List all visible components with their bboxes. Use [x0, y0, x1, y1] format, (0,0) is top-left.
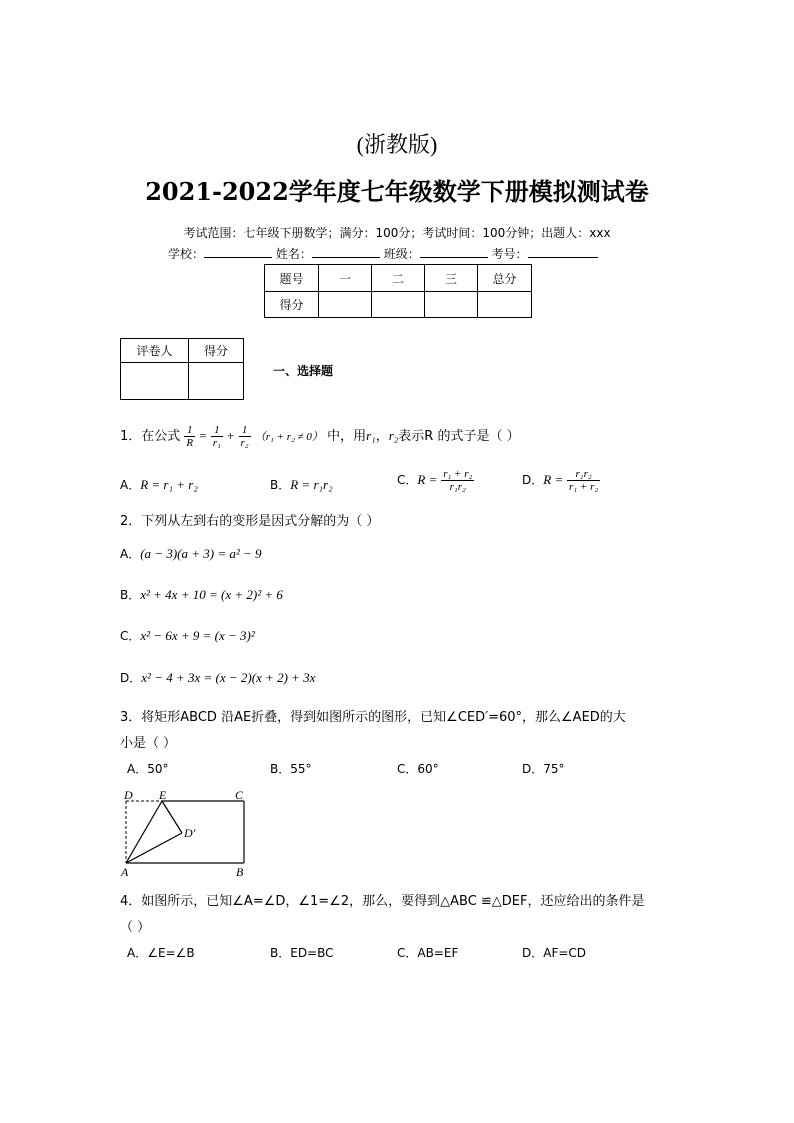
option-expr: 60° [417, 762, 439, 776]
q1-condition: （r₁ + r₂ ≠ 0） [254, 431, 323, 444]
q3-option-b[interactable] [270, 760, 312, 777]
option-label: A． [127, 762, 148, 776]
frac-den: r₁ + r₂ [569, 481, 599, 494]
frac-num: r₁ + r₂ [443, 468, 473, 480]
question-3-stem-line1: 3．将矩形ABCD 沿AE折叠，得到如图所示的图形，已知∠CED′=60°，那么∠AED的大 [120, 710, 626, 725]
q1-option-d[interactable] [522, 468, 600, 493]
option-expr: ED=BC [290, 946, 334, 960]
option-label: B． [120, 588, 141, 602]
label-b: B [236, 865, 244, 879]
score-cell[interactable] [372, 292, 425, 318]
score-cell[interactable] [425, 292, 478, 318]
plus-sign: + [227, 428, 235, 444]
option-label: D． [120, 671, 142, 685]
q1-option-c[interactable] [397, 468, 474, 493]
option-label: B． [270, 946, 291, 960]
class-field[interactable] [420, 257, 488, 258]
q4-option-c[interactable] [397, 944, 458, 961]
frac-num: 1 [239, 424, 251, 437]
score-header-cell: 三 [425, 265, 478, 292]
q1-option-b[interactable] [270, 476, 333, 493]
question-4-stem-line1: 4．如图所示，已知∠A=∠D，∠1=∠2，那么，要得到△ABC ≌△DEF，还应给出的条件是 [120, 894, 645, 909]
q3-option-a[interactable] [127, 760, 169, 777]
option-label: D． [522, 762, 544, 776]
q1-suffix: 表示R 的式子是（ ） [398, 429, 520, 445]
option-expr: 55° [290, 762, 312, 776]
school-label: 学校： [168, 247, 205, 261]
q2-option-b[interactable] [120, 586, 283, 603]
q2-option-d[interactable] [120, 669, 315, 686]
option-expr: AB=EF [417, 946, 459, 960]
option-label: D． [522, 473, 544, 488]
q3-option-c[interactable] [397, 760, 439, 777]
question-2-stem: 2．下列从左到右的变形是因式分解的为（ ） [120, 514, 380, 529]
q4-option-b[interactable] [270, 944, 334, 961]
score-header-cell: 总分 [478, 265, 532, 292]
option-label: C． [120, 629, 141, 643]
score-cell[interactable] [478, 292, 532, 318]
exam-info: 考试范围：七年级下册数学；满分：100分；考试时间：100分钟；出题人：xxx [183, 226, 611, 240]
number-label: 考号： [491, 247, 528, 261]
q4-option-a[interactable] [127, 944, 195, 961]
section-title: 一、选择题 [273, 364, 334, 378]
option-label: D． [522, 946, 544, 960]
label-d-prime: D′ [184, 826, 196, 840]
frac-den: R [186, 437, 194, 450]
option-expr: x² + 4x + 10 = (x + 2)² + 6 [140, 587, 283, 602]
q1-frac-b [239, 424, 251, 449]
name-label: 姓名： [275, 247, 312, 261]
option-expr: (a − 3)(a + 3) = a² − 9 [140, 546, 262, 561]
option-expr: AF=CD [543, 946, 587, 960]
option-label: C． [397, 473, 418, 488]
frac-den: r₂ [240, 437, 249, 450]
grader-header-cell: 得分 [189, 339, 244, 363]
option-label: C． [397, 762, 418, 776]
exam-title: 2021-2022学年度七年级数学下册模拟测试卷 [145, 177, 649, 206]
option-expr: 50° [147, 762, 169, 776]
q2-option-a[interactable] [120, 545, 262, 562]
q2-option-c[interactable] [120, 627, 255, 644]
label-e: E [159, 788, 167, 802]
edition-subtitle: (浙教版) [356, 132, 438, 157]
grader-cell[interactable] [189, 363, 244, 400]
option-label: A． [127, 946, 148, 960]
option-expr: 75° [543, 762, 565, 776]
name-field[interactable] [312, 257, 380, 258]
label-d: D [124, 788, 133, 802]
q1-r1: r₁ [366, 428, 376, 444]
option-expr: R = r₁ + r₂ [140, 477, 198, 492]
label-c: C [235, 788, 244, 802]
edge-ed-prime [162, 801, 182, 833]
option-label: B． [270, 762, 291, 776]
frac-den: r₁r₂ [449, 481, 466, 494]
question-4-stem-line2: （ ） [120, 920, 151, 935]
equals-sign: = [199, 428, 207, 444]
option-expr: x² − 4 + 3x = (x − 2)(x + 2) + 3x [141, 670, 316, 685]
q1-frac-a [211, 424, 223, 449]
frac-num: 1 [211, 424, 223, 437]
option-lhs: R = [543, 472, 564, 488]
q1-prefix: 1．在公式 [120, 429, 181, 445]
question-3-stem-line2: 小是（ ） [120, 736, 177, 751]
question-1-stem [120, 424, 520, 449]
option-frac [567, 468, 600, 493]
score-table [264, 264, 532, 318]
score-header-cell: 一 [319, 265, 372, 292]
grader-header-cell: 评卷人 [121, 339, 189, 363]
score-row-label: 得分 [265, 292, 319, 318]
q4-option-d[interactable] [522, 944, 586, 961]
label-a: A [121, 865, 129, 879]
frac-den: r₁ [212, 437, 221, 450]
score-header-cell: 题号 [265, 265, 319, 292]
q1-frac-lhs [184, 424, 195, 449]
frac-num: 1 [184, 424, 195, 437]
rectangle-fold-figure [118, 785, 258, 880]
option-label: C． [397, 946, 418, 960]
option-expr: R = r₁r₂ [290, 477, 333, 492]
number-field[interactable] [528, 257, 598, 258]
option-frac [441, 468, 474, 493]
option-expr: x² − 6x + 9 = (x − 3)² [140, 628, 255, 643]
frac-num: r₁r₂ [567, 468, 600, 481]
score-header-cell: 二 [372, 265, 425, 292]
school-field[interactable] [204, 257, 272, 258]
q1-option-a[interactable] [120, 476, 198, 493]
grader-cell[interactable] [121, 363, 189, 400]
q1-mid: 中，用 [327, 429, 367, 445]
option-label: A． [120, 547, 141, 561]
grader-table [120, 338, 244, 400]
option-expr: ∠E=∠B [147, 946, 195, 960]
q1-r2: r₂ [388, 428, 399, 444]
q1-comma: ， [375, 429, 389, 445]
student-info-line [168, 245, 598, 262]
option-label: B． [270, 478, 291, 492]
score-cell[interactable] [319, 292, 372, 318]
option-label: A． [120, 478, 141, 492]
option-lhs: R = [417, 472, 438, 488]
q3-option-d[interactable] [522, 760, 565, 777]
class-label: 班级： [383, 247, 420, 261]
